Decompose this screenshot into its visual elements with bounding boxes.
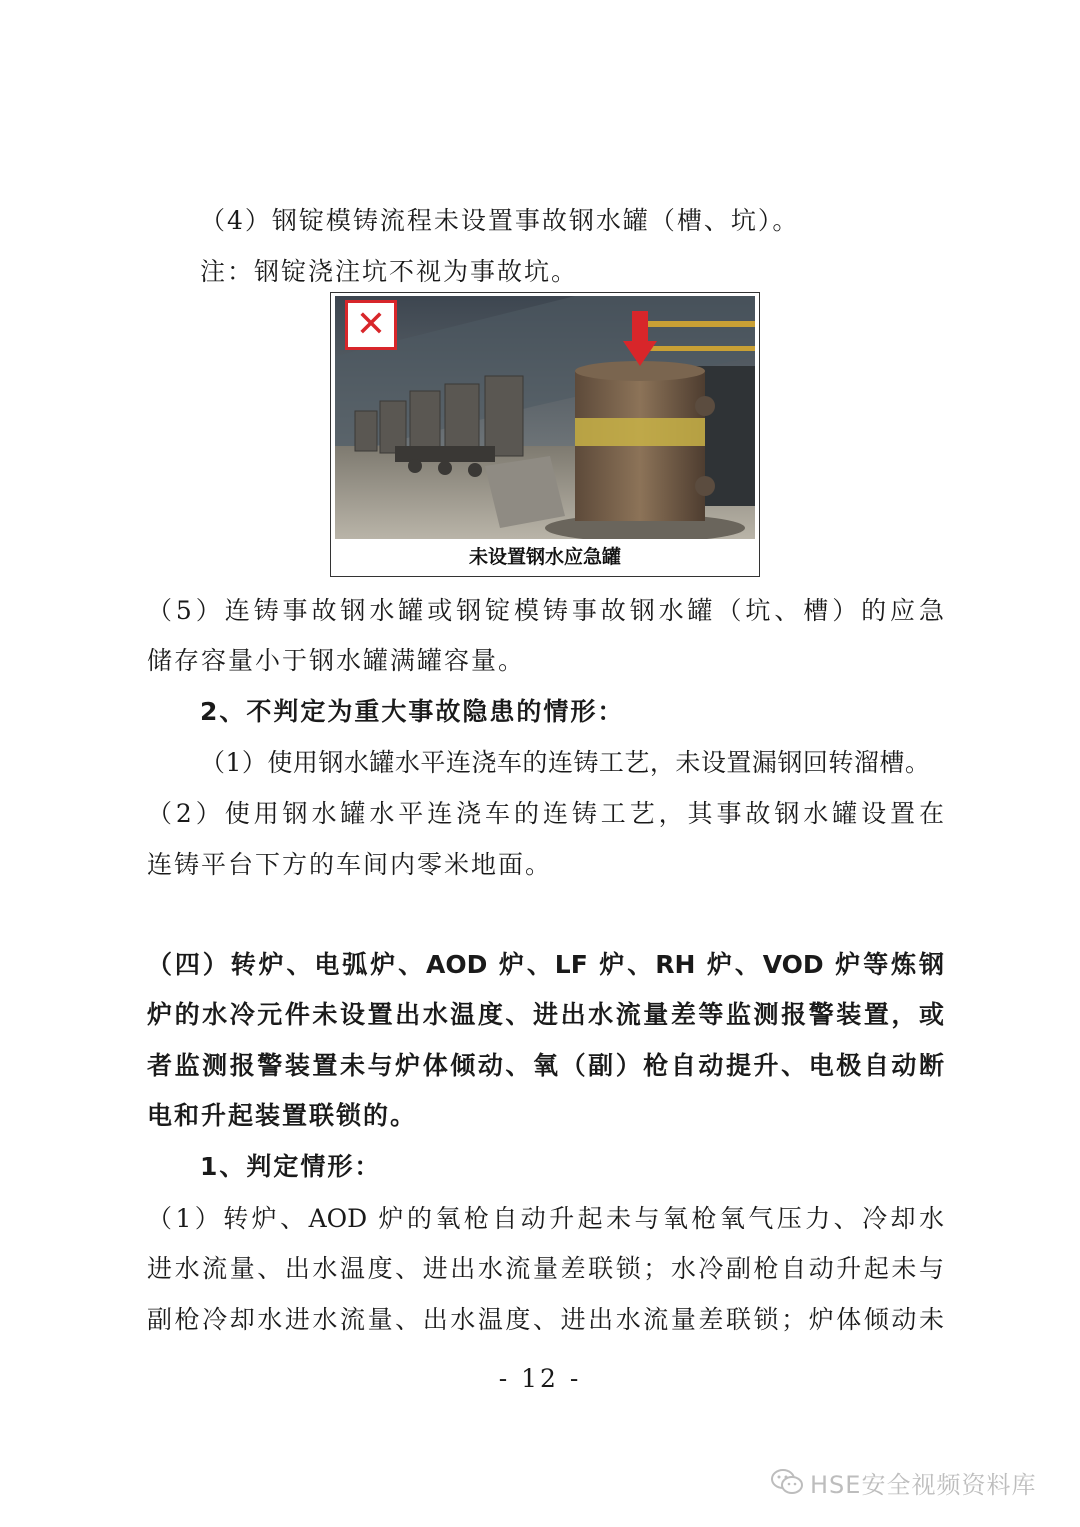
watermark xyxy=(770,1462,1036,1502)
section-4-line-4: 电和升起装置联锁的。 xyxy=(147,1101,418,1130)
section-2-item-1: （1）使用钢水罐水平连浇车的连铸工艺，未设置漏钢回转溜槽。 xyxy=(200,748,931,777)
steel-ladle-photo xyxy=(335,296,755,539)
paragraph-5-line-2: 储存容量小于钢水罐满罐容量。 xyxy=(147,646,526,675)
wechat-icon xyxy=(770,1467,804,1497)
figure-caption: 未设置钢水应急罐 xyxy=(468,546,621,568)
section-4-line-3: 者监测报警装置未与炉体倾动、氧（副）枪自动提升、电极自动断 xyxy=(147,1051,944,1080)
section-1-item-1-line-2: 进水流量、出水温度、进出水流量差联锁；水冷副枪自动升起未与 xyxy=(147,1254,944,1283)
paragraph-4-title: （4）钢锭模铸流程未设置事故钢水罐（槽、坑）。 xyxy=(200,206,800,235)
section-4-line-1: （四）转炉、电弧炉、AOD 炉、LF 炉、RH 炉、VOD 炉等炼钢 xyxy=(147,950,944,979)
paragraph-5-line-1: （5）连铸事故钢水罐或钢锭模铸事故钢水罐（坑、槽）的应急 xyxy=(147,596,944,625)
figure-box xyxy=(330,292,760,577)
section-1-heading: 1、判定情形： xyxy=(200,1152,382,1181)
page-number: - 12 - xyxy=(498,1364,582,1393)
cross-mark-icon: ✕ xyxy=(345,300,397,350)
section-1-item-1-line-1: （1）转炉、AOD 炉的氧枪自动升起未与氧枪氧气压力、冷却水 xyxy=(147,1204,944,1233)
watermark-text: HSE安全视频资料库 xyxy=(810,1470,1037,1499)
section-2-heading: 2、不判定为重大事故隐患的情形： xyxy=(200,697,625,726)
section-2-item-2-line-2: 连铸平台下方的车间内零米地面。 xyxy=(147,850,553,879)
section-2-item-2-line-1: （2）使用钢水罐水平连浇车的连铸工艺，其事故钢水罐设置在 xyxy=(147,799,944,828)
note-text: 注：钢锭浇注坑不视为事故坑。 xyxy=(200,257,579,286)
section-4-line-2: 炉的水冷元件未设置出水温度、进出水流量差等监测报警装置，或 xyxy=(147,1000,944,1029)
section-1-item-1-line-3: 副枪冷却水进水流量、出水温度、进出水流量差联锁；炉体倾动未 xyxy=(147,1305,944,1334)
